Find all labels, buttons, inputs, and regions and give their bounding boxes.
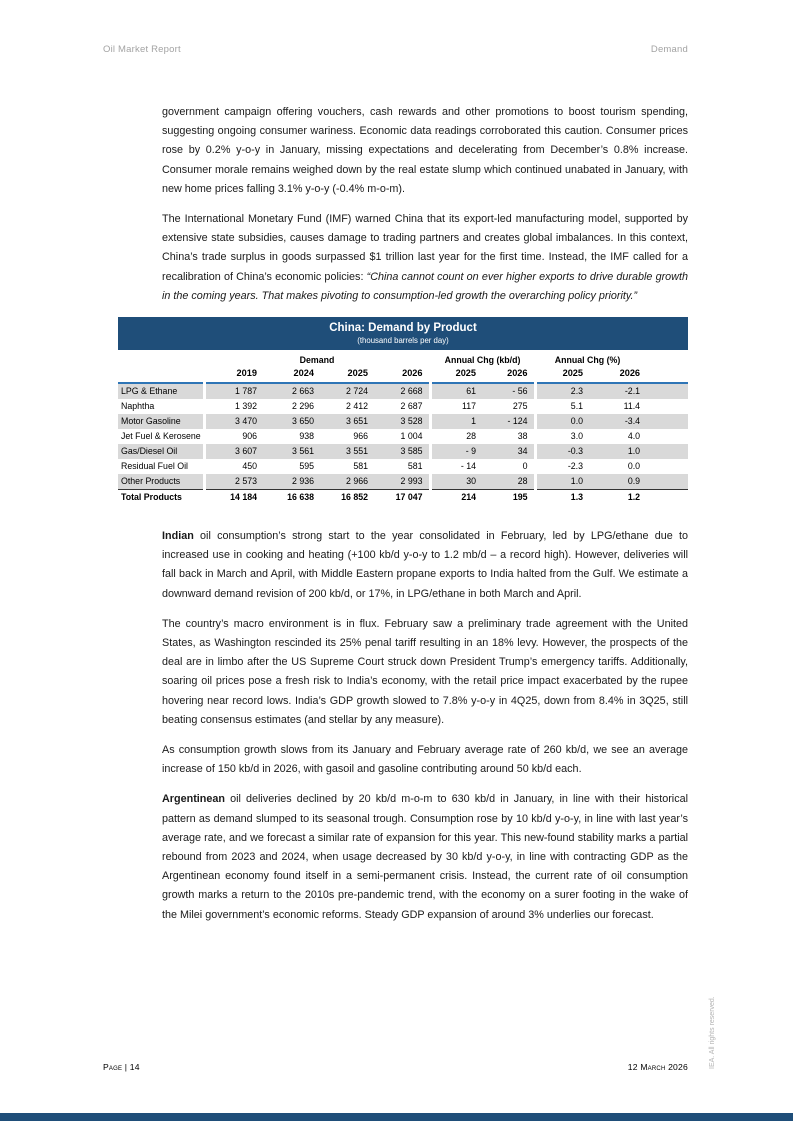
value-cell: 3 528: [374, 414, 430, 429]
value-cell: 214: [430, 490, 482, 506]
year-header: 2026: [402, 368, 423, 379]
value-cell: 2 296: [291, 401, 314, 412]
value-cell: - 56: [482, 383, 535, 399]
row-label: LPG & Ethane: [118, 383, 204, 399]
value-cell: 195: [482, 490, 535, 506]
table-row: [118, 444, 688, 459]
year-header-spacer: [118, 366, 204, 383]
value-cell: 0.9: [589, 474, 688, 490]
value-cell: 1: [430, 414, 482, 429]
row-label: Other Products: [118, 474, 204, 490]
footer-page-number: Page | 14: [103, 1062, 140, 1072]
table-row: [118, 429, 688, 444]
value-cell: 595: [299, 461, 314, 472]
value-cell: 2 724: [320, 383, 374, 399]
value-cell: 16 638: [263, 490, 320, 506]
year-header: 2026: [619, 368, 641, 379]
table-body: [118, 383, 688, 505]
value-cell: 28: [482, 474, 535, 490]
table-head: [118, 350, 688, 383]
year-header: 2025: [535, 366, 589, 383]
year-header: 2025: [430, 366, 482, 383]
page-body: [121, 103, 688, 936]
value-cell: 1 004: [400, 431, 423, 442]
paragraph-india-macro: [162, 615, 688, 730]
value-cell: 450: [204, 459, 263, 474]
value-cell: 0.0: [535, 414, 589, 429]
table-group-header-row: [118, 350, 688, 366]
value-cell: 3 470: [204, 414, 263, 429]
value-cell: 938: [299, 431, 314, 442]
value-cell: 4.0: [627, 431, 641, 442]
row-label: Naphtha: [121, 401, 155, 412]
year-header: 2019: [204, 366, 263, 383]
paragraph-argentina: [162, 790, 688, 924]
paragraph-text: oil deliveries declined by 20 kb/d m-o-m to 630 kb/d in January, in line with their historical pattern as demand slumped to its seasonal trough. Consumption rose by 10 kb/d y-o-y, in line with last year’s average rate, and we forecast a similar rate of expansion for this year. This new-found stability marks a partial rebound from 2023 and 2024, when usage decreased by 30 kb/d y-o-y, in line with contracting GDP as the Argentinean economy found itself in a semi-permanent crisis. Instead, the current rate of oil consumption growth marks a return to the 2010s pre-pandemic trend, with the economy on a surer footing in the wake of the Milei government’s economic reforms. Steady GDP expansion of around 3% underlies our forecast.: [162, 793, 688, 921]
value-cell: 16 852: [320, 490, 374, 506]
page-header: [103, 44, 688, 55]
value-cell: - 124: [482, 414, 535, 429]
footer-date: 12 March 2026: [627, 1062, 688, 1072]
group-header-spacer: [118, 350, 204, 366]
value-cell: 2 687: [400, 401, 423, 412]
value-cell: 1.2: [589, 490, 688, 506]
value-cell: 34: [482, 444, 535, 459]
year-header: 2025: [347, 368, 368, 379]
value-cell: 2 663: [263, 383, 320, 399]
value-cell: 2 573: [204, 474, 263, 490]
value-cell: 30: [430, 474, 482, 490]
paragraph-lead-bold: Indian: [162, 530, 194, 543]
value-cell: 3 607: [204, 444, 263, 459]
value-cell: 117: [430, 399, 482, 414]
value-cell: 581: [353, 461, 368, 472]
table-subtitle: (thousand barrels per day): [357, 336, 449, 346]
value-cell: -2.3: [535, 459, 589, 474]
value-cell: 2 993: [374, 474, 430, 490]
table-title-bar: [118, 317, 688, 350]
value-cell: 1.0: [535, 474, 589, 490]
row-label: Motor Gasoline: [118, 414, 204, 429]
table-row: [118, 399, 688, 414]
copyright-vertical-text: IEA. All rights reserved.: [709, 996, 716, 1069]
value-cell: 61: [430, 383, 482, 399]
value-cell: 3.0: [535, 429, 589, 444]
group-header: Annual Chg (kb/d): [444, 355, 521, 366]
paragraph-lead-bold: Argentinean: [162, 793, 225, 806]
bottom-accent-bar: [0, 1113, 793, 1121]
value-cell: 3 551: [320, 444, 374, 459]
value-cell: 0.0: [627, 461, 641, 472]
table-row: [118, 383, 688, 399]
value-cell: 38: [517, 431, 528, 442]
row-label: Gas/Diesel Oil: [118, 444, 204, 459]
value-cell: 28: [430, 429, 482, 444]
page-footer: [103, 1062, 688, 1072]
china-demand-table: [118, 317, 688, 505]
paragraph-china-consumer: [162, 103, 688, 199]
value-cell: 17 047: [374, 490, 430, 506]
value-cell: 3 650: [263, 414, 320, 429]
table-row: [118, 474, 688, 490]
table-title: China: Demand by Product: [329, 322, 477, 335]
value-cell: 275: [512, 401, 528, 412]
value-cell: 1.0: [589, 444, 688, 459]
value-cell: 2 412: [345, 401, 368, 412]
row-label: Residual Fuel Oil: [121, 461, 188, 472]
value-cell: 2.3: [535, 383, 589, 399]
value-cell: 1.3: [535, 490, 589, 506]
value-cell: - 14: [430, 459, 482, 474]
row-label: Total Products: [118, 490, 204, 506]
header-report-title: Oil Market Report: [103, 44, 181, 55]
value-cell: 3 651: [320, 414, 374, 429]
value-cell: 3 585: [374, 444, 430, 459]
value-cell: -3.4: [589, 414, 688, 429]
value-cell: 14 184: [204, 490, 263, 506]
paragraph-imf-warning: [162, 210, 688, 306]
year-header: 2026: [507, 368, 528, 379]
paragraph-text: oil consumption’s strong start to the year consolidated in February, led by LPG/ethane due to increased use in cooking and heating (+100 kb/d y-o-y to 1.2 mb/d – a record high). However, deliveries will fall back in March and April, with Middle Eastern propane exports to India halted from the Gulf. We estimate a downward demand revision of 200 kb/d, or 17%, in LPG/ethane in both March and April.: [162, 530, 688, 600]
value-cell: 906: [204, 429, 263, 444]
value-cell: 2 668: [374, 383, 430, 399]
value-cell: 5.1: [535, 399, 589, 414]
value-cell: 2 966: [320, 474, 374, 490]
value-cell: 2 936: [263, 474, 320, 490]
imf-quote-italic: “China cannot count on ever higher exports to drive durable growth in the coming years. That makes pivoting to consumption-led growth the overarching policy priority.”: [162, 270, 688, 302]
value-cell: 966: [353, 431, 368, 442]
group-header: Annual Chg (%): [554, 355, 621, 366]
row-label: Jet Fuel & Kerosene: [121, 431, 201, 442]
demand-table: [118, 350, 688, 505]
paragraph-india: [162, 527, 688, 604]
header-section-label: Demand: [650, 44, 688, 55]
value-cell: 581: [407, 461, 423, 472]
paragraph-india-outlook: [162, 741, 688, 779]
value-cell: 1 392: [204, 399, 263, 414]
value-cell: -2.1: [589, 383, 688, 399]
table-total-row: [118, 490, 688, 506]
value-cell: 11.4: [623, 401, 641, 412]
table-row: [118, 414, 688, 429]
value-cell: -0.3: [535, 444, 589, 459]
paragraph-text: government campaign offering vouchers, cash rewards and other promotions to boost tourism spending, suggesting ongoing consumer wariness. Economic data readings corroborated this caution. Consumer prices rose by 0.2% y-o-y in January, missing expectations and decelerating from December’s 0.8% increase. Consumer morale remains weighed down by the real estate slump which continued unabated in January, with new home prices falling 3.1% y-o-y (-0.4% m-o-m).: [162, 106, 688, 195]
value-cell: 1 787: [204, 383, 263, 399]
group-header: Demand: [299, 355, 335, 366]
paragraph-text: As consumption growth slows from its January and February average rate of 260 kb/d, we see an average increase of 150 kb/d in 2026, with gasoil and gasoline contributing around 50 kb/d each.: [162, 744, 688, 776]
paragraph-text: The International Monetary Fund (IMF) warned China that its export-led manufacturing model, supported by extensive state subsidies, causes damage to trading partners and creates global imbalances. In this context, China’s trade surplus in goods surpassed $1 trillion last year for the first time. Instead, the IMF called for a recalibration of China’s economic policies:: [162, 213, 688, 283]
paragraph-text: The country’s macro environment is in flux. February saw a preliminary trade agreement with the United States, as Washington rescinded its 25% penal tariff resulting in an 18% levy. However, the prospects of the deal are in limbo after the US Supreme Court struck down President Trump’s emergency tariffs. Additionally, soaring oil prices pose a fresh risk to India’s economy, with the retail price impact exacerbated by the rupee hovering near record lows. India’s GDP growth slowed to 7.8% y-o-y in 4Q25, down from 8.4% in 3Q25, still beating consensus estimates (and stellar by any measure).: [162, 617, 688, 726]
value-cell: 0: [522, 461, 528, 472]
value-cell: - 9: [430, 444, 482, 459]
table-year-header-row: [118, 366, 688, 383]
value-cell: 3 561: [263, 444, 320, 459]
table-row: [118, 459, 688, 474]
year-header: 2024: [293, 368, 314, 379]
